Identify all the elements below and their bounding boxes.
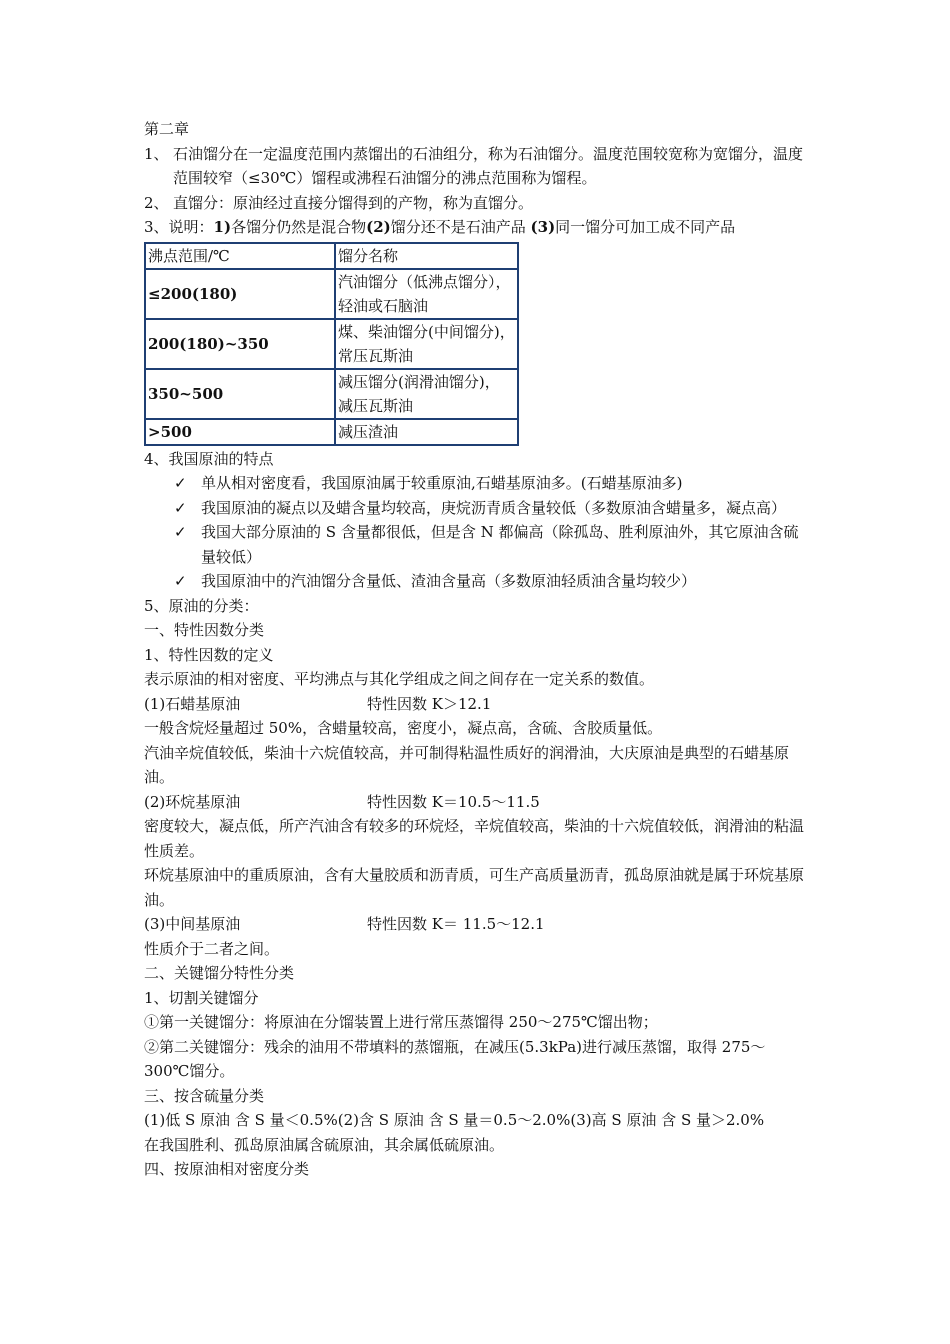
cell-range: >500 xyxy=(145,419,335,445)
table-row xyxy=(145,269,518,319)
cell-fraction xyxy=(335,269,518,319)
item-number: 1、 xyxy=(144,144,169,163)
cell-fraction xyxy=(335,319,518,369)
note-text-1: 各馏分仍然是混合物 xyxy=(231,218,367,236)
subsection-heading: 二、关键馏分特性分类 xyxy=(144,964,295,982)
oil-type-name: (2)环烷基原油 xyxy=(144,792,241,811)
chapter-title: 第二章 xyxy=(144,120,190,138)
document-body xyxy=(144,117,810,1182)
note-prefix: 3、说明： xyxy=(144,218,214,236)
paragraph: 性质介于二者之间。 xyxy=(144,939,280,958)
check-list-item xyxy=(144,569,810,594)
item-number: 2、 xyxy=(144,193,169,212)
fraction-table xyxy=(144,242,519,446)
check-list-item xyxy=(144,471,810,496)
definition-item xyxy=(144,142,810,191)
cell-range: 200(180)~350 xyxy=(145,319,335,369)
note-num-1: 1) xyxy=(213,218,232,236)
paragraph: 在我国胜利、孤岛原油属含硫原油，其余属低硫原油。 xyxy=(144,1135,505,1154)
subsection-heading: 三、按含硫量分类 xyxy=(144,1086,265,1105)
table-header-row xyxy=(145,243,518,269)
oil-type-line xyxy=(144,692,810,717)
cell-line: 煤、柴油馏分(中间馏分)， xyxy=(338,322,515,341)
definition-item xyxy=(144,191,810,216)
check-icon: ✓ xyxy=(174,498,187,517)
cell-fraction xyxy=(335,369,518,419)
check-icon: ✓ xyxy=(174,572,187,590)
check-list-item xyxy=(144,520,810,569)
note-num-3: (3) xyxy=(530,218,556,236)
table-row xyxy=(145,319,518,369)
oil-type-line xyxy=(144,790,810,815)
subsection-heading: 四、按原油相对密度分类 xyxy=(144,1160,310,1178)
cell-line: 减压瓦斯油 xyxy=(338,396,414,415)
paragraph: (1)低 S 原油 含 S 量＜0.5%(2)含 S 原油 含 S 量＝0.5～2.0%(3)高 S 原油 含 S 量＞2.0% xyxy=(144,1111,765,1129)
section-heading: 4、我国原油的特点 xyxy=(144,449,274,468)
subsection-heading: 一、特性因数分类 xyxy=(144,621,265,639)
header-fraction-name: 馏分名称 xyxy=(335,243,518,269)
paragraph: 环烷基原油中的重质原油，含有大量胶质和沥青质，可生产高质量沥青，孤岛原油就是属于环烷基原油。 xyxy=(144,866,805,909)
item-text: 直馏分：原油经过直接分馏得到的产物，称为直馏分。 xyxy=(173,193,534,212)
check-item-text: 我国大部分原油的 S 含量都很低，但是含 N 都偏高（除孤岛、胜利原油外，其它原油含硫量较低） xyxy=(201,523,799,566)
check-icon: ✓ xyxy=(174,523,187,541)
paragraph: 汽油辛烷值较低，柴油十六烷值较高，并可制得粘温性质好的润滑油，大庆原油是典型的石蜡基原油。 xyxy=(144,743,790,786)
check-list-item xyxy=(144,496,810,521)
oil-type-name: (3)中间基原油 xyxy=(144,915,241,933)
note-num-2: (2) xyxy=(366,218,391,236)
oil-type-line xyxy=(144,912,810,937)
check-item-text: 我国原油的凝点以及蜡含量均较高，庚烷沥青质含量较低（多数原油含蜡量多，凝点高） xyxy=(201,498,787,517)
oil-type-k: 特性因数 K＞12.1 xyxy=(367,694,492,713)
cell-range: 350~500 xyxy=(145,369,335,419)
check-icon: ✓ xyxy=(174,474,187,492)
cell-line: 轻油或石脑油 xyxy=(338,296,429,315)
check-item-text: 我国原油中的汽油馏分含量低、渣油含量高（多数原油轻质油含量均较少） xyxy=(201,572,697,590)
table-row xyxy=(145,419,518,445)
note-text-3: 同一馏分可加工成不同产品 xyxy=(555,218,736,236)
cell-fraction: 减压渣油 xyxy=(335,419,518,445)
paragraph: 一般含烷烃量超过 50%，含蜡量较高，密度小，凝点高，含硫、含胶质量低。 xyxy=(144,719,663,737)
paragraph: ②第二关键馏分：残余的油用不带填料的蒸馏瓶，在减压(5.3kPa)进行减压蒸馏，取得 275～300℃馏分。 xyxy=(144,1037,766,1080)
note-text-2: 馏分还不是石油产品 xyxy=(390,218,531,236)
paragraph: 表示原油的相对密度、平均沸点与其化学组成之间之间存在一定关系的数值。 xyxy=(144,670,655,688)
subsection-heading: 1、特性因数的定义 xyxy=(144,645,274,664)
table-row xyxy=(145,369,518,419)
subsection-heading: 1、切割关键馏分 xyxy=(144,988,259,1007)
header-boiling-range: 沸点范围/℃ xyxy=(145,243,335,269)
oil-type-name: (1)石蜡基原油 xyxy=(144,694,241,713)
item-text: 石油馏分在一定温度范围内蒸馏出的石油组分，称为石油馏分。温度范围较宽称为宽馏分，温度范围较窄（≤30℃）馏程或沸程石油馏分的沸点范围称为馏程。 xyxy=(173,144,804,187)
cell-line: 常压瓦斯油 xyxy=(338,346,414,365)
oil-type-k: 特性因数 K＝ 11.5～12.1 xyxy=(367,915,545,933)
cell-range: ≤200(180) xyxy=(145,269,335,319)
section-heading: 5、原油的分类： xyxy=(144,596,259,615)
note-line xyxy=(144,215,810,240)
cell-line: 汽油馏分（低沸点馏分）， xyxy=(338,272,511,291)
paragraph: 密度较大，凝点低，所产汽油含有较多的环烷烃，辛烷值较高，柴油的十六烷值较低，润滑油的粘温性质差。 xyxy=(144,817,805,860)
oil-type-k: 特性因数 K＝10.5～11.5 xyxy=(367,792,540,811)
check-item-text: 单从相对密度看，我国原油属于较重原油,石蜡基原油多。(石蜡基原油多) xyxy=(201,474,683,492)
paragraph: ①第一关键馏分：将原油在分馏装置上进行常压蒸馏得 250～275℃馏出物； xyxy=(144,1013,658,1031)
cell-line: 减压馏分(润滑油馏分)， xyxy=(338,372,500,391)
